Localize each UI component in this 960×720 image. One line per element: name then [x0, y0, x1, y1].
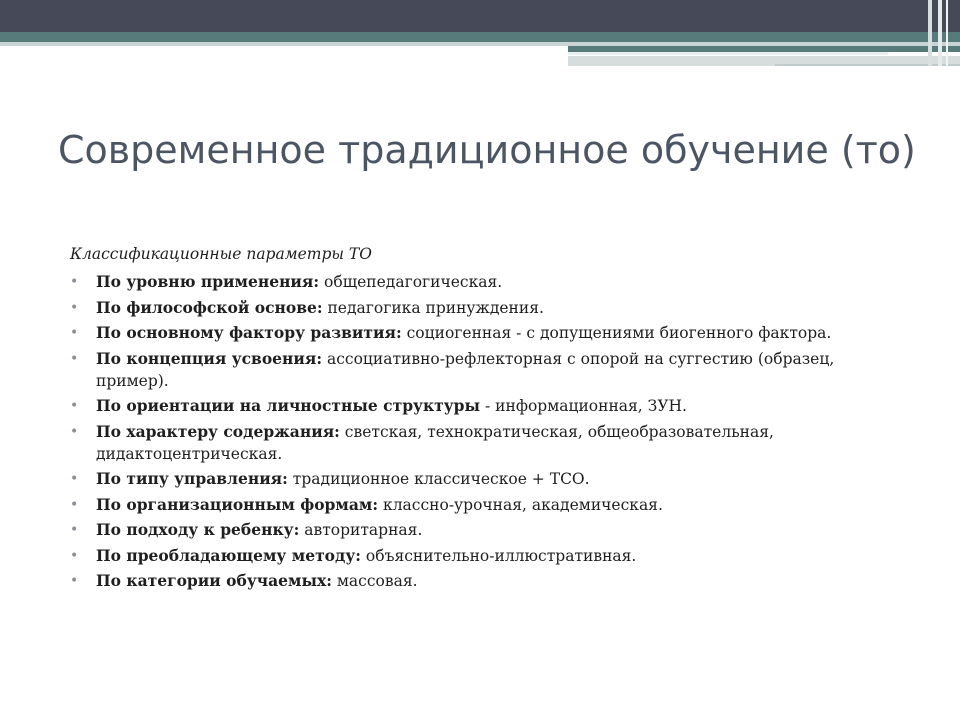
item-label: По типу управления: — [96, 469, 288, 488]
list-item — [70, 297, 910, 319]
list-item — [70, 421, 910, 465]
item-label: По характеру содержания: — [96, 421, 340, 441]
list-item — [70, 494, 910, 516]
list-item — [70, 271, 910, 293]
item-label: По преобладающему методу: — [96, 545, 361, 565]
item-label: По организационным формам: — [96, 494, 379, 514]
bullet-icon: • — [70, 471, 79, 487]
bullet-icon: • — [70, 522, 79, 538]
list-item — [70, 519, 910, 541]
item-text: социогенная - с допущениями биогенного фактора. — [401, 324, 832, 342]
item-label: По философской основе: — [96, 297, 323, 317]
bullet-icon: • — [70, 325, 79, 341]
list-item — [70, 468, 910, 490]
item-text: педагогика принуждения. — [322, 298, 544, 317]
item-text: светская, технократическая, общеобразовательная, дидактоцентрическая. — [96, 422, 774, 463]
item-label: По категории обучаемых: — [96, 571, 332, 590]
intro-text: Классификационные параметры ТО — [70, 245, 372, 263]
list-item — [70, 395, 910, 417]
item-text: общепедагогическая. — [319, 273, 503, 291]
list-item — [70, 322, 910, 344]
item-text: ассоциативно-рефлекторная с опорой на суггестию (образец, пример). — [96, 349, 835, 390]
item-text: объяснительно-иллюстративная. — [361, 546, 637, 565]
item-label: По основному фактору развития: — [96, 323, 402, 342]
bullet-icon: • — [70, 547, 79, 564]
bullet-icon: • — [70, 496, 79, 513]
bullet-icon: • — [70, 573, 79, 589]
item-text: массовая. — [331, 572, 418, 590]
slide-title: Современное традиционное обучение (то) — [58, 128, 916, 172]
header-decoration — [0, 0, 960, 80]
item-label: По уровню применения: — [96, 272, 320, 291]
bullet-icon: • — [70, 350, 79, 367]
bullet-icon: • — [70, 398, 79, 414]
parameter-list — [70, 271, 910, 592]
item-text: классно-урочная, академическая. — [378, 495, 663, 514]
item-text: - информационная, ЗУН. — [480, 397, 687, 415]
bullet-icon: • — [70, 299, 79, 316]
slide-content — [70, 243, 910, 596]
bullet-icon: • — [70, 423, 79, 440]
item-label: По концепция усвоения: — [96, 348, 323, 368]
item-label: По подходу к ребенку: — [96, 520, 300, 539]
item-text: традиционное классическое + ТСО. — [287, 470, 590, 488]
list-item — [70, 570, 910, 592]
list-item — [70, 545, 910, 567]
item-text: авторитарная. — [299, 521, 423, 539]
item-label: По ориентации на личностные структуры — [96, 396, 481, 415]
bullet-icon: • — [70, 274, 79, 290]
list-item — [70, 348, 910, 392]
